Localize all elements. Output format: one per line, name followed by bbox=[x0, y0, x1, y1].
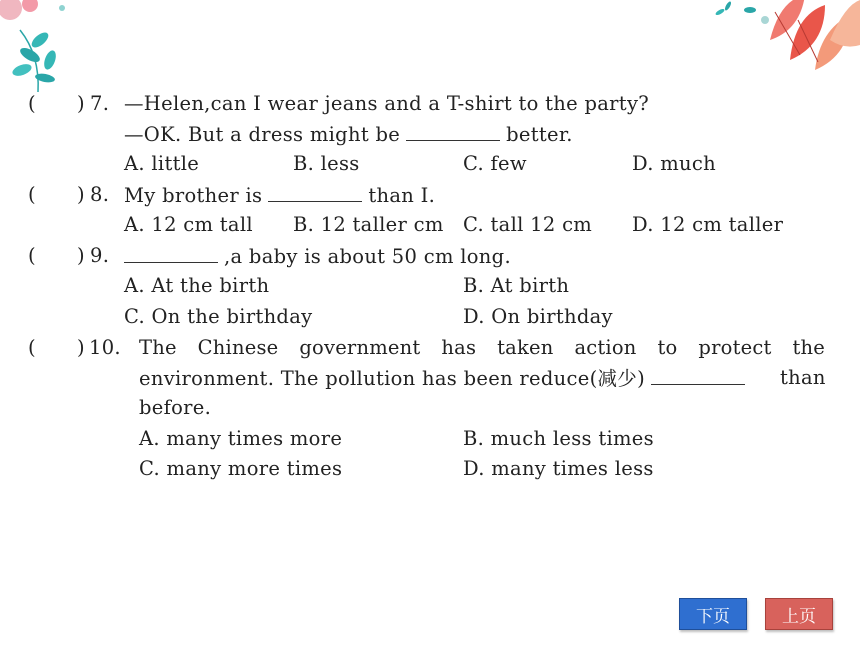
answer-blank[interactable] bbox=[651, 366, 745, 385]
option-d: D. 12 cm taller bbox=[632, 213, 784, 236]
option-c: C. few bbox=[463, 152, 527, 175]
answer-blank[interactable] bbox=[124, 244, 218, 263]
option-b: B. much less times bbox=[463, 427, 654, 450]
question-text-line2: —OK. But a dress might be better. bbox=[124, 123, 573, 146]
option-c: C. tall 12 cm bbox=[463, 213, 593, 236]
answer-paren-close: ) bbox=[77, 244, 85, 267]
answer-paren-open: ( bbox=[28, 92, 36, 115]
option-a: A. 12 cm tall bbox=[124, 213, 253, 236]
option-b: B. 12 taller cm bbox=[293, 213, 444, 236]
option-a: A. At the birth bbox=[124, 274, 270, 297]
answer-paren-open: ( bbox=[28, 183, 36, 206]
option-a: A. many times more bbox=[139, 427, 343, 450]
answer-paren-open: ( bbox=[28, 244, 36, 267]
floral-decoration-left bbox=[0, 0, 90, 95]
answer-paren-close: ) bbox=[77, 92, 85, 115]
option-d: D. much bbox=[632, 152, 716, 175]
answer-blank[interactable] bbox=[268, 183, 362, 202]
question-text: My brother is than I. bbox=[124, 184, 436, 207]
question-number: 10. bbox=[89, 336, 121, 359]
question-text: —Helen,can I wear jeans and a T-shirt to the party? bbox=[124, 92, 650, 115]
answer-paren-close: ) bbox=[77, 336, 85, 359]
floral-decoration-right bbox=[710, 0, 860, 75]
option-c: C. many more times bbox=[139, 457, 343, 480]
option-d: D. On birthday bbox=[463, 305, 613, 328]
question-number: 7. bbox=[90, 92, 110, 115]
answer-paren-open: ( bbox=[28, 336, 36, 359]
question-text: ,a baby is about 50 cm long. bbox=[118, 244, 511, 269]
answer-blank[interactable] bbox=[406, 122, 500, 141]
question-number: 9. bbox=[90, 244, 110, 267]
answer-paren-close: ) bbox=[77, 183, 85, 206]
option-b: B. At birth bbox=[463, 274, 570, 297]
question-number: 8. bbox=[90, 183, 110, 206]
question-text: The Chinese government has taken action to protect the bbox=[139, 336, 825, 359]
question-text-line2-end: than bbox=[780, 366, 826, 389]
question-text-line3: before. bbox=[139, 396, 212, 419]
option-a: A. little bbox=[124, 152, 200, 175]
next-page-button[interactable]: 下页 bbox=[679, 598, 747, 630]
option-c: C. On the birthday bbox=[124, 305, 313, 328]
question-text-line2: environment. The pollution has been reduce(减少) bbox=[139, 366, 751, 391]
option-b: B. less bbox=[293, 152, 360, 175]
previous-page-button[interactable]: 上页 bbox=[765, 598, 833, 630]
option-d: D. many times less bbox=[463, 457, 654, 480]
